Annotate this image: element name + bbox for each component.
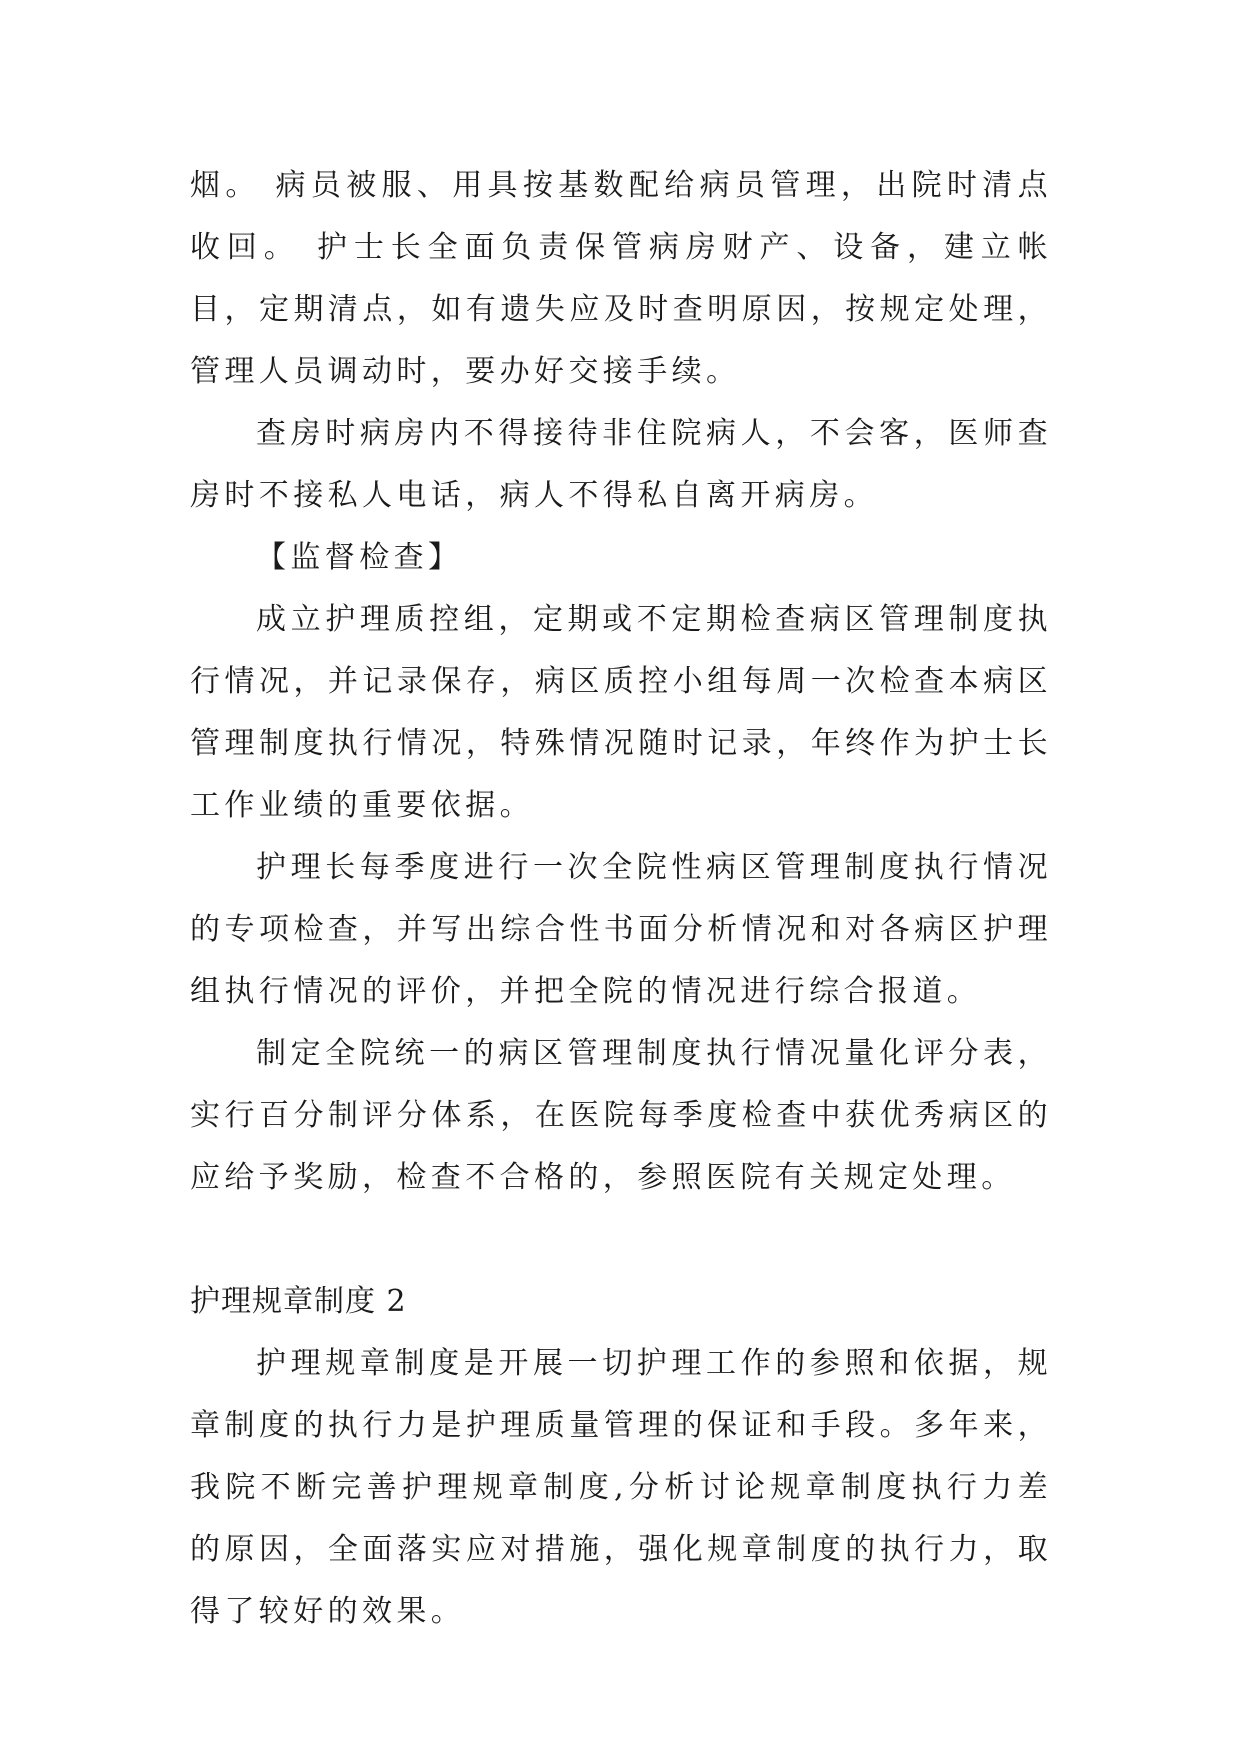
section-spacer	[190, 1209, 1052, 1271]
section-title: 护理规章制度 2	[190, 1284, 407, 1319]
paragraph-quarterly-inspection: 护理长每季度进行一次全院性病区管理制度执行情况的专项检查，并写出综合性书面分析情况和对各病区护理组执行情况的评价，并把全院的情况进行综合报道。	[190, 850, 1052, 1009]
paragraph-quality-control-group: 成立护理质控组，定期或不定期检查病区管理制度执行情况，并记录保存，病区质控小组每周一次检查本病区管理制度执行情况，特殊情况随时记录，年终作为护士长工作业绩的重要依据。	[190, 602, 1052, 823]
supervision-heading: 【监督检查】	[256, 540, 463, 575]
paragraph-rules-introduction: 护理规章制度是开展一切护理工作的参照和依据，规章制度的执行力是护理质量管理的保证和手段。多年来，我院不断完善护理规章制度,分析讨论规章制度执行力差的原因，全面落实应对措施，强化规章制度的执行力，取得了较好的效果。	[190, 1346, 1052, 1629]
paragraph-continuation: 烟。 病员被服、用具按基数配给病员管理，出院时清点收回。 护士长全面负责保管病房财产、设备，建立帐目，定期清点，如有遗失应及时查明原因，按规定处理，管理人员调动时，要办好交接手续。	[190, 168, 1052, 389]
paragraph-scoring-system: 制定全院统一的病区管理制度执行情况量化评分表，实行百分制评分体系，在医院每季度检查中获优秀病区的应给予奖励，检查不合格的，参照医院有关规定处理。	[190, 1036, 1052, 1195]
document-body	[190, 155, 1052, 1643]
paragraph-ward-rounds: 查房时病房内不得接待非住院病人，不会客，医师查房时不接私人电话，病人不得私自离开病房。	[190, 416, 1052, 513]
